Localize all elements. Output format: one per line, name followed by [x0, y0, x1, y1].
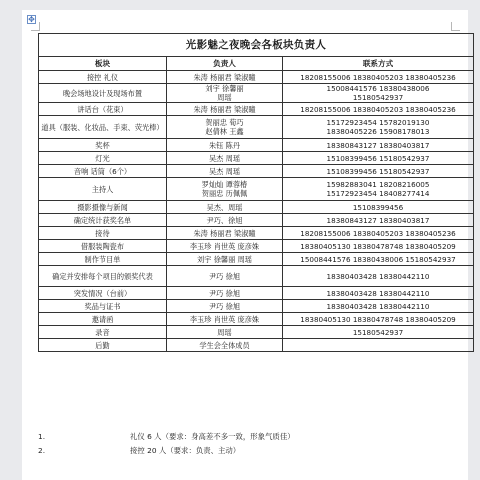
phone-numbers: 18380843127 18380403817 [326, 140, 430, 150]
person-cell [167, 227, 283, 240]
table-row [39, 214, 474, 227]
phone-numbers: 15180542937 [352, 93, 404, 102]
header-contact: 联系方式 [283, 57, 474, 71]
person-cell [167, 214, 283, 227]
contact-cell [283, 313, 474, 326]
phone-numbers: 15108399456 15180542937 [326, 153, 430, 163]
table-row [39, 326, 474, 339]
section-cell: 确定统计获奖名单 [39, 214, 167, 227]
person-names: 吴杰 周瑶 [208, 166, 241, 176]
table-row [39, 201, 474, 214]
person-cell [167, 139, 283, 152]
section-cell: 确定并安排每个项目的颁奖代表 [39, 266, 167, 287]
phone-numbers: 18380405226 15908178013 [326, 127, 430, 136]
contact-cell [283, 287, 474, 300]
header-section: 板块 [39, 57, 167, 71]
section-cell: 摄影摄像与新闻 [39, 201, 167, 214]
note-text: 接控 20 人（要求：负责、主动） [130, 446, 241, 455]
person-names: 尹巧 徐旭 [208, 301, 241, 311]
person-names: 朱钰 陈丹 [208, 140, 241, 150]
table-row [39, 152, 474, 165]
person-cell [167, 71, 283, 84]
contact-cell [283, 201, 474, 214]
table-row [39, 227, 474, 240]
note-number: 1. [38, 432, 46, 441]
person-cell [167, 253, 283, 266]
contact-cell [283, 165, 474, 178]
phone-numbers: 15008441576 18380438006 15180542937 [300, 254, 456, 264]
table-row [39, 253, 474, 266]
phone-numbers: 15982883041 18208216005 [326, 180, 430, 189]
phone-numbers: 15172923454 15782019130 [326, 118, 430, 127]
person-cell [167, 300, 283, 313]
person-names: 尹巧 徐旭 [208, 288, 241, 298]
table-row [39, 300, 474, 313]
section-cell: 奖杯 [39, 139, 167, 152]
person-cell [167, 287, 283, 300]
person-names: 朱涛 杨丽君 梁淑瞳 [193, 228, 256, 238]
person-cell [167, 201, 283, 214]
header-person: 负责人 [167, 57, 283, 71]
margin-corner-mark [451, 22, 460, 31]
section-cell: 讲话台（花束） [39, 103, 167, 116]
person-cell [167, 240, 283, 253]
contact-cell [283, 227, 474, 240]
phone-numbers: 18380403428 18380442110 [326, 271, 430, 281]
notes-list [36, 430, 456, 458]
section-cell: 后勤 [39, 339, 167, 352]
contact-cell [283, 214, 474, 227]
person-names: 周瑶 [217, 93, 232, 102]
person-cell [167, 165, 283, 178]
table-row [39, 165, 474, 178]
note-text: 礼仪 6 人（要求：身高差不多一致，形象气质佳） [130, 432, 295, 441]
section-cell: 邀请函 [39, 313, 167, 326]
phone-numbers: 15008441576 18380438006 [326, 84, 430, 93]
person-names: 罗灿灿 谭蓉椿 [201, 180, 248, 189]
person-cell [167, 152, 283, 165]
section-cell: 借服装陶瓷布 [39, 240, 167, 253]
table-row [39, 339, 474, 352]
person-names: 朱涛 杨丽君 梁淑瞳 [193, 72, 256, 82]
phone-numbers: 15108399456 15180542937 [326, 166, 430, 176]
person-names: 吴杰、周瑶 [206, 202, 243, 212]
table-move-handle-icon[interactable]: ✥ [28, 15, 35, 24]
person-names: 朱涛 杨丽君 梁淑瞳 [193, 104, 256, 114]
responsibility-table [38, 33, 474, 352]
note-item [36, 430, 456, 444]
person-cell [167, 313, 283, 326]
table-row [39, 266, 474, 287]
section-cell: 晚会场地设计及现场布置 [39, 84, 167, 103]
contact-cell [283, 266, 474, 287]
phone-numbers: 18380405130 18380478748 18380405209 [300, 314, 456, 324]
table-row [39, 116, 474, 139]
person-cell [167, 339, 283, 352]
person-cell [167, 103, 283, 116]
phone-numbers: 18380843127 18380403817 [326, 215, 430, 225]
person-names: 刘宇 徐馨丽 周瑶 [197, 254, 252, 264]
section-cell: 制作节目单 [39, 253, 167, 266]
person-names: 李玉珍 肖世英 庞彦姝 [189, 314, 260, 324]
contact-cell [283, 240, 474, 253]
contact-cell [283, 300, 474, 313]
phone-numbers: 18380403428 18380442110 [326, 288, 430, 298]
note-number: 2. [38, 446, 46, 455]
person-names: 刘宇 徐馨丽 [205, 84, 244, 93]
phone-numbers: 15180542937 [352, 327, 404, 337]
table-row [39, 84, 474, 103]
contact-cell [283, 253, 474, 266]
person-cell [167, 326, 283, 339]
section-cell: 灯光 [39, 152, 167, 165]
table-row [39, 313, 474, 326]
contact-cell [283, 116, 474, 139]
contact-cell [283, 103, 474, 116]
section-cell: 接待 [39, 227, 167, 240]
phone-numbers: 15108399456 [352, 202, 404, 212]
contact-cell [283, 326, 474, 339]
table-row [39, 240, 474, 253]
contact-cell [283, 178, 474, 201]
section-cell: 奖品与证书 [39, 300, 167, 313]
contact-cell [283, 339, 474, 352]
contact-cell [283, 152, 474, 165]
table-row [39, 139, 474, 152]
phone-numbers: 18208155006 18380405203 18380405236 [300, 228, 456, 238]
person-names: 吴杰 周瑶 [208, 153, 241, 163]
person-names: 尹巧、徐旭 [206, 215, 243, 225]
section-cell: 录音 [39, 326, 167, 339]
table-title: 光影魅之夜晚会各板块负责人 [39, 34, 474, 57]
person-cell [167, 84, 283, 103]
contact-cell [283, 71, 474, 84]
section-cell: 道具（服装、化妆品、手束、荧光棒） [39, 116, 167, 139]
section-cell: 接控 礼仪 [39, 71, 167, 84]
phone-numbers: 15172923454 18408277414 [326, 189, 430, 198]
person-names: 贺丽忠 荀巧 [205, 118, 244, 127]
section-cell: 主持人 [39, 178, 167, 201]
table-row [39, 103, 474, 116]
person-names: 周瑶 [217, 327, 232, 337]
section-cell: 音响 话筒（6个） [39, 165, 167, 178]
person-cell [167, 178, 283, 201]
phone-numbers: 18208155006 18380405203 18380405236 [300, 104, 456, 114]
section-cell: 突发情况（台前） [39, 287, 167, 300]
phone-numbers: 18380405130 18380478748 18380405209 [300, 241, 456, 251]
person-names: 学生会全体成员 [199, 340, 250, 350]
person-names: 李玉珍 肖世英 庞彦姝 [189, 241, 260, 251]
person-names: 尹巧 徐旭 [208, 271, 241, 281]
table-row [39, 178, 474, 201]
person-cell [167, 116, 283, 139]
phone-numbers: 18380403428 18380442110 [326, 301, 430, 311]
note-item [36, 444, 456, 458]
person-names: 赵倩林 王鑫 [205, 127, 244, 136]
person-cell [167, 266, 283, 287]
table-row [39, 287, 474, 300]
contact-cell [283, 139, 474, 152]
phone-numbers: 18208155006 18380405203 18380405236 [300, 72, 456, 82]
contact-cell [283, 84, 474, 103]
table-row [39, 71, 474, 84]
person-names: 贺丽忠 历佩佩 [201, 189, 248, 198]
